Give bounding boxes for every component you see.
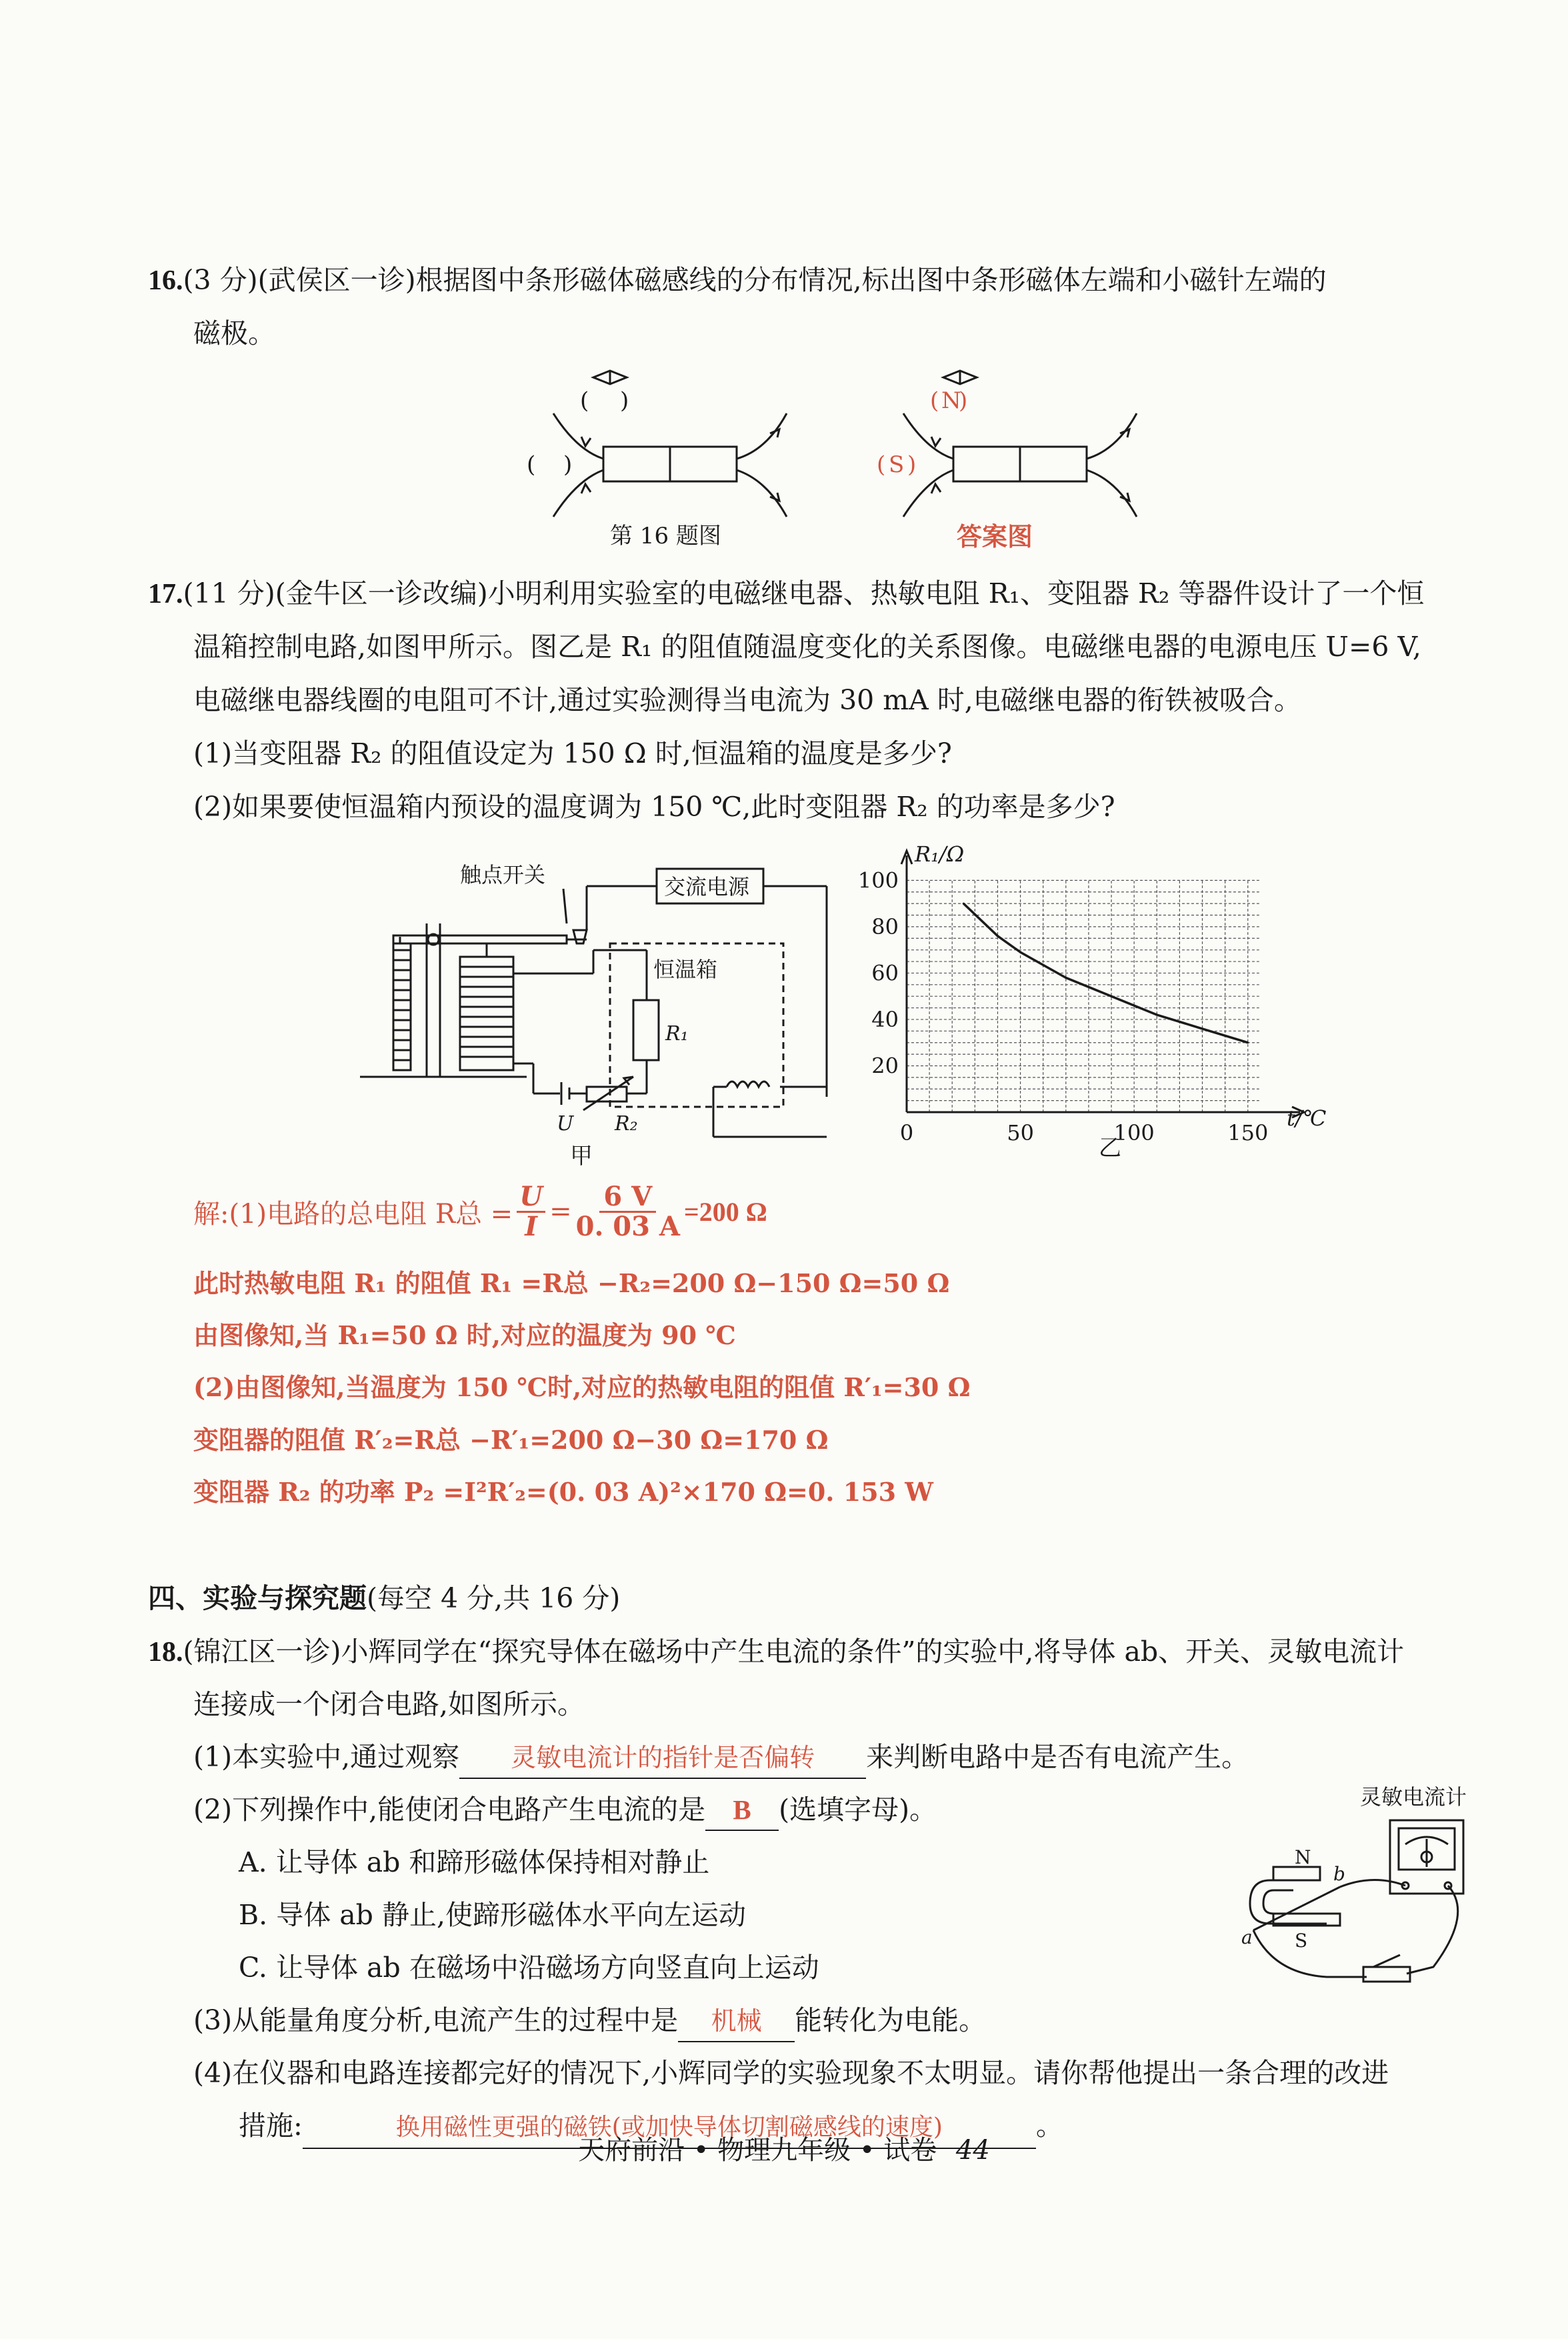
q17-number: 17. <box>148 579 183 609</box>
chart-y-tick-label: 80 <box>871 913 899 939</box>
q18-sub3 <box>193 1994 986 2047</box>
field-line-left-lower <box>553 470 603 517</box>
chart-y-tick-label: 40 <box>871 1006 899 1032</box>
q18-sub2 <box>193 1783 937 1836</box>
q18-line1 <box>148 1625 1404 1679</box>
q18-label-a: a <box>1241 1926 1253 1948</box>
footer <box>0 2130 1568 2170</box>
q17-line2: 温箱控制电路,如图甲所示。图乙是 R₁ 的阻值随温度变化的关系图像。电磁继电器的电源电压 U=6 V, <box>193 631 1421 663</box>
field-line-right-lower <box>737 470 787 517</box>
q16-figures <box>507 360 1173 560</box>
chart-data-point <box>1201 1027 1203 1029</box>
solution-fraction-1 <box>517 1180 545 1242</box>
q17-line3: 电磁继电器线圈的电阻可不计,通过实验测得当电流为 30 mA 时,电磁继电器的衔铁被吸合。 <box>193 684 1301 716</box>
switch-icon <box>1363 1967 1410 1982</box>
chart-x-tick-label: 0 <box>899 1120 914 1145</box>
circuit-caption: 甲 <box>570 1143 593 1167</box>
q16-text-1: (3 分)(武侯区一诊)根据图中条形磁体磁感线的分布情况,标出图中条形磁体左端和小磁针左端的 <box>183 264 1327 296</box>
q18-experiment-figure <box>1233 1780 1500 2000</box>
q18-line2: 连接成一个闭合电路,如图所示。 <box>193 1688 585 1720</box>
q18-sub1 <box>193 1730 1249 1784</box>
chart-x-label: t/℃ <box>1287 1105 1327 1131</box>
q16-answer-figure <box>877 371 1137 551</box>
q17-sub1: (1)当变阻器 R₂ 的阻值设定为 150 Ω 时,恒温箱的温度是多少? <box>193 737 952 769</box>
q18-meter-label: 灵敏电流计 <box>1360 1784 1467 1810</box>
q16-needle-paren-close: ) <box>620 387 629 414</box>
q16-answer-needle-pole: N <box>941 387 961 414</box>
q18-sub2-before: (2)下列操作中,能使闭合电路产生电流的是 <box>193 1794 706 1826</box>
q18-label-n: N <box>1295 1846 1311 1868</box>
chart-data-point <box>1065 977 1067 979</box>
fraction-1-numerator: U <box>517 1183 545 1213</box>
q17-text-1: (11 分)(金牛区一诊改编)小明利用实验室的电磁继电器、热敏电阻 R₁、变阻器 R₂ 等器件设计了一个恒 <box>183 577 1425 609</box>
q18-sub4-answer: 换用磁性更强的磁铁(或加快导体切割磁感线的速度) <box>303 2108 1036 2149</box>
q18-sub3-after: 能转化为电能。 <box>795 2004 987 2036</box>
q17-solution-line2: 此时热敏电阻 R₁ 的阻值 R₁ =R总 −R₂=200 Ω−150 Ω=50 Ω <box>193 1268 950 1298</box>
chart-y-tick-label: 20 <box>871 1053 899 1079</box>
footer-page-number: 44 <box>955 2135 990 2166</box>
q18-sub4-after: 。 <box>1035 2110 1063 2142</box>
circuit-switch-label: 触点开关 <box>460 862 546 887</box>
q16-line2: 磁极。 <box>193 317 275 349</box>
q17-solution-line4: (2)由图像知,当温度为 150 ℃时,对应的热敏电阻的阻值 R′₁=30 Ω <box>193 1372 971 1402</box>
solution-equals: = <box>549 1196 572 1227</box>
solution-line1-result: =200 Ω <box>683 1196 767 1227</box>
q18-sub3-before: (3)从能量角度分析,电流产生的过程中是 <box>193 2004 679 2036</box>
footer-text: 天府前沿 • 物理九年级 • 试卷 <box>578 2135 937 2166</box>
q18-option-b: B. 导体 ab 静止,使蹄形磁体水平向左运动 <box>239 1899 746 1931</box>
q17-r1-temperature-chart <box>853 839 1347 1172</box>
q18-number: 18. <box>148 1637 183 1668</box>
q16-answer-magnet-paren-close: ) <box>907 451 917 478</box>
chart-y-label: R₁/Ω <box>915 841 965 867</box>
chart-data-point <box>997 935 999 937</box>
circuit-source-label: 交流电源 <box>664 874 750 899</box>
circuit-u-label: U <box>557 1112 574 1135</box>
q18-sub2-answer: B <box>705 1790 779 1831</box>
q16-answer-needle-paren-close: ) <box>959 387 968 414</box>
electromagnet-coil <box>460 957 513 1070</box>
chart-tick-labels <box>858 867 1268 1145</box>
chart-data-point <box>963 903 965 905</box>
field-line-right-upper <box>737 413 787 459</box>
q16-figure-caption: 第 16 题图 <box>610 523 721 549</box>
q16-needle-paren-open: ( <box>580 387 589 414</box>
section4-title: 四、实验与探究题 <box>148 1583 367 1614</box>
q18-sub1-answer: 灵敏电流计的指针是否偏转 <box>459 1738 866 1779</box>
q16-answer-caption: 答案图 <box>957 521 1033 551</box>
section4-heading <box>148 1572 620 1625</box>
q18-label-b: b <box>1333 1863 1345 1885</box>
relay-armature <box>393 935 567 943</box>
field-line-left-upper <box>553 413 603 459</box>
chart-data-point <box>1247 1041 1249 1043</box>
chart-x-tick-label: 150 <box>1227 1120 1269 1145</box>
chart-grid <box>907 880 1259 1112</box>
q18-option-c: C. 让导体 ab 在磁场中沿磁场方向竖直向上运动 <box>239 1952 819 1984</box>
solution-fraction-2 <box>575 1180 680 1242</box>
q18-sub4-before: 措施: <box>239 2110 303 2142</box>
q18-sub2-after: (选填字母)。 <box>779 1794 937 1826</box>
q16-number: 16. <box>148 265 183 296</box>
q16-answer-magnet-pole: S <box>889 451 905 478</box>
q18-text-1: (锦江区一诊)小辉同学在“探究导体在磁场中产生电流的条件”的实验中,将导体 ab、开关、灵敏电流计 <box>183 1636 1405 1668</box>
chart-x-tick-label: 50 <box>1007 1120 1034 1145</box>
chart-data-point <box>1019 951 1021 953</box>
chart-caption: 乙 <box>1099 1135 1121 1161</box>
q17-solution-line1 <box>193 1182 767 1242</box>
heater-coil-icon <box>727 1081 769 1087</box>
circuit-r2-label: R₂ <box>615 1112 638 1135</box>
chart-data-point <box>1156 1014 1158 1016</box>
q17-solution-line6: 变阻器 R₂ 的功率 P₂ =I²R′₂=(0. 03 A)²×170 Ω=0. 153 W <box>193 1477 933 1507</box>
q16-magnet-paren-close: ) <box>563 451 573 478</box>
q18-sub3-answer: 机械 <box>678 2001 795 2042</box>
chart-y-tick-label: 100 <box>857 867 899 893</box>
q17-line1 <box>148 567 1424 621</box>
circuit-r1-label: R₁ <box>665 1022 689 1045</box>
q18-sub1-before: (1)本实验中,通过观察 <box>193 1741 460 1773</box>
solution-line1-prefix: 解:(1)电路的总电阻 R总 = <box>193 1198 513 1230</box>
fraction-1-denominator: I <box>525 1210 537 1242</box>
q17-solution-line3: 由图像知,当 R₁=50 Ω 时,对应的温度为 90 ℃ <box>193 1320 736 1350</box>
q18-sub4-line1: (4)在仪器和电路连接都完好的情况下,小辉同学的实验现象不太明显。请你帮他提出一条合理的改进 <box>193 2057 1389 2089</box>
q18-option-a: A. 让导体 ab 和蹄形磁体保持相对静止 <box>239 1846 710 1878</box>
section4-note: (每空 4 分,共 16 分) <box>367 1582 621 1614</box>
fraction-2-denominator: 0. 03 A <box>575 1210 680 1242</box>
chart-data-point <box>1111 995 1113 997</box>
q16-question-figure <box>527 371 787 549</box>
q16-answer-magnet-paren-open: ( <box>877 451 886 478</box>
q17-solution-line5: 变阻器的阻值 R′₂=R总 −R′₁=200 Ω−30 Ω=170 Ω <box>193 1425 829 1455</box>
q16-line1 <box>148 253 1327 307</box>
q16-answer-needle-paren-open: ( <box>930 387 939 414</box>
q18-label-s: S <box>1295 1930 1308 1952</box>
q18-sub1-after: 来判断电路中是否有电流产生。 <box>866 1741 1249 1773</box>
chart-x-tick-label: 100 <box>1113 1120 1155 1145</box>
q17-sub2: (2)如果要使恒温箱内预设的温度调为 150 ℃,此时变阻器 R₂ 的功率是多少? <box>193 791 1115 823</box>
chart-y-tick-label: 60 <box>871 960 899 986</box>
fraction-2-numerator: 6 V <box>599 1183 656 1213</box>
q17-circuit-figure <box>353 857 860 1167</box>
contact-icon <box>573 930 587 943</box>
thermistor-r1 <box>633 1000 659 1060</box>
horseshoe-magnet-icon <box>1250 1880 1327 1924</box>
q16-magnet-paren-open: ( <box>527 451 536 478</box>
circuit-box-label: 恒温箱 <box>653 957 718 982</box>
